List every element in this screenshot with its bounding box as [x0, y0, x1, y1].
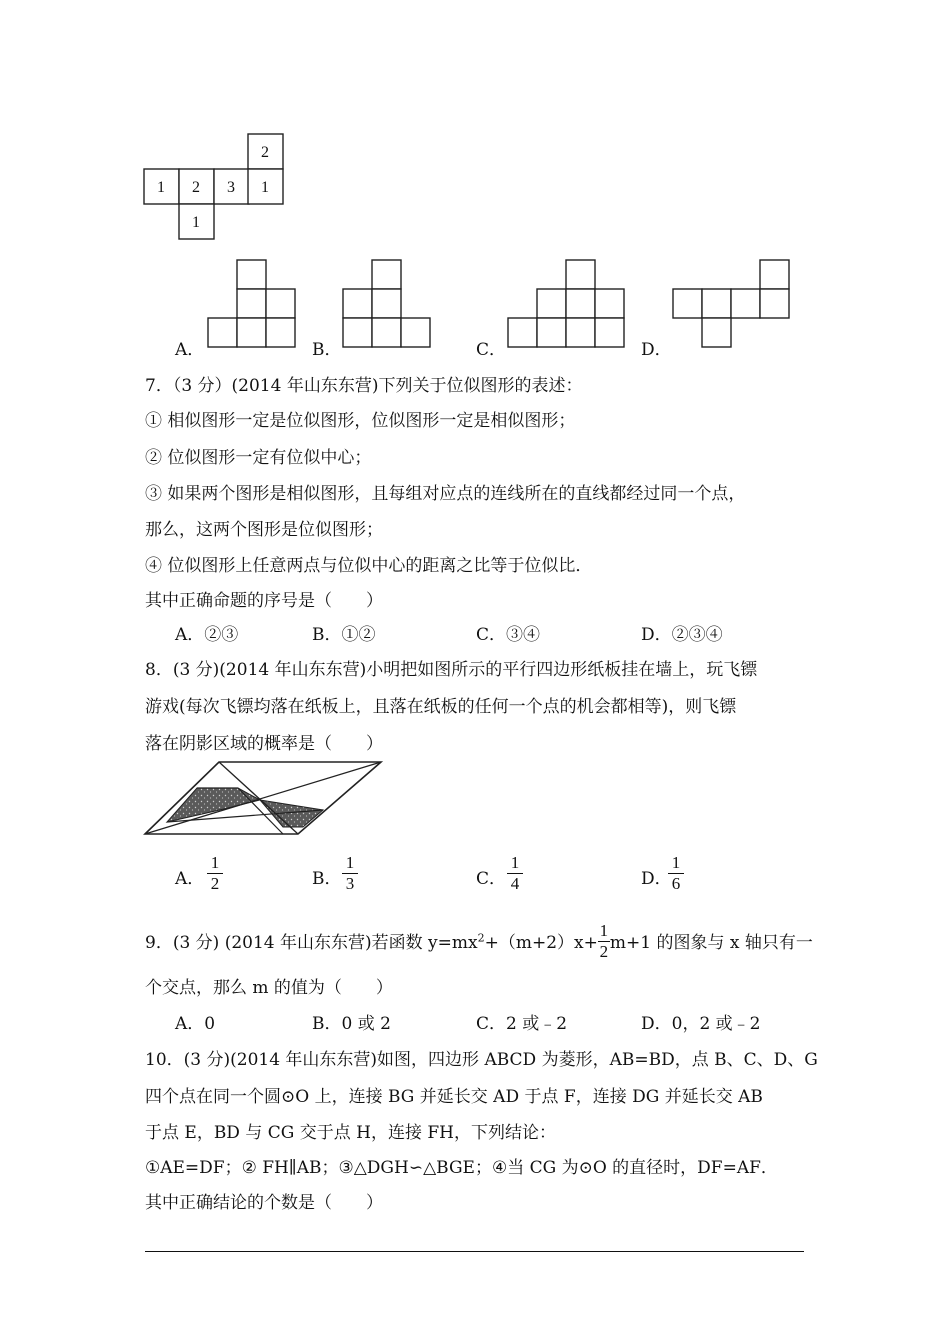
q6-option-b-figure — [340, 258, 435, 350]
q7-ask: 其中正确命题的序号是（ ） — [145, 591, 383, 611]
net-label: 1 — [157, 179, 165, 196]
q10-line-5: 其中正确结论的个数是（ ） — [145, 1193, 383, 1213]
q8-option-d-fraction: $\frac{1}{6}$ — [668, 854, 684, 893]
q9-option-d: D．0，2 或﹣2 — [641, 1014, 761, 1034]
q7-statement-2: ② 位似图形一定有位似中心； — [145, 448, 372, 468]
q6-option-c-figure — [505, 258, 630, 350]
q10-line-3: 于点 E，BD 与 CG 交于点 H，连接 FH，下列结论： — [145, 1123, 556, 1143]
q9-exponent: 2 — [477, 931, 485, 945]
q7-statement-4: ④ 位似图形上任意两点与位似中心的距离之比等于位似比． — [145, 556, 593, 576]
q8-option-d-label: D． — [641, 869, 672, 889]
q6-option-d-label: D． — [641, 340, 672, 360]
net-label: 3 — [227, 179, 235, 196]
q6-option-a-label: A． — [175, 340, 205, 360]
q9-text-pre: 9．(3 分) (2014 年山东东营)若函数 y=mx — [145, 933, 478, 953]
q6-option-a-figure — [205, 258, 300, 350]
q9-line-1 — [145, 921, 813, 963]
q10-line-1: 10．(3 分)(2014 年山东东营)如图，四边形 ABCD 为菱形，AB=BD，点 B、C、D、G — [145, 1050, 818, 1070]
q10-line-4: ①AE=DF；② FH∥AB；③△DGH∽△BGE；④当 CG 为⊙O 的直径时，DF=AF． — [145, 1158, 778, 1178]
q10-line-2: 四个点在同一个圆⊙O 上，连接 BG 并延长交 AD 于点 F，连接 DG 并延长交 AB — [145, 1087, 763, 1107]
footer-rule — [145, 1251, 804, 1252]
q9-text-mid: +（m+2）x+ — [484, 933, 598, 953]
q9-fraction: $\frac{1}{2}$ — [599, 921, 609, 961]
q8-option-c-fraction: $\frac{1}{4}$ — [507, 854, 523, 893]
q6-option-d-figure — [670, 258, 795, 350]
q8-option-b-fraction: $\frac{1}{3}$ — [342, 854, 358, 893]
q9-option-c: C．2 或﹣2 — [476, 1014, 568, 1034]
q8-option-a-fraction: $\frac{1}{2}$ — [207, 854, 223, 893]
net-label: 1 — [192, 214, 200, 231]
q7-option-c: C．③④ — [476, 625, 541, 645]
parallelogram-figure — [140, 758, 390, 842]
q9-option-b: B．0 或 2 — [312, 1014, 391, 1034]
q9-line-2: 个交点，那么 m 的值为（ ） — [145, 978, 393, 998]
net-label: 2 — [261, 144, 269, 161]
shaded-region-left — [167, 788, 260, 822]
q8-option-b-label: B． — [312, 869, 342, 889]
q8-option-c-label: C． — [476, 869, 507, 889]
q8-line-3: 落在阴影区域的概率是（ ） — [145, 734, 383, 754]
q8-line-1: 8．(3 分)(2014 年山东东营)小明把如图所示的平行四边形纸板挂在墙上，玩飞镖 — [145, 660, 758, 680]
net-label: 1 — [261, 179, 269, 196]
q7-option-d: D．②③④ — [641, 625, 723, 645]
q7-option-a: A．②③ — [175, 625, 239, 645]
net-label: 2 — [192, 179, 200, 196]
cube-net-figure — [140, 130, 290, 242]
q8-option-a-label: A． — [175, 869, 205, 889]
q9-option-a: A．0 — [175, 1014, 216, 1034]
q9-text-post: m+1 的图象与 x 轴只有一 — [609, 933, 813, 953]
q7-option-b: B．①② — [312, 625, 376, 645]
q8-line-2: 游戏(每次飞镖均落在纸板上，且落在纸板的任何一个点的机会都相等)，则飞镖 — [145, 697, 737, 717]
q6-option-b-label: B． — [312, 340, 342, 360]
q7-title: 7．（3 分）(2014 年山东东营)下列关于位似图形的表述： — [145, 376, 583, 396]
q6-option-c-label: C． — [476, 340, 507, 360]
shaded-region-right — [260, 800, 323, 827]
q7-statement-3b: 那么，这两个图形是位似图形； — [145, 520, 383, 540]
q7-statement-1: ① 相似图形一定是位似图形，位似图形一定是相似图形； — [145, 411, 576, 431]
q7-statement-3a: ③ 如果两个图形是相似图形，且每组对应点的连线所在的直线都经过同一个点， — [145, 484, 746, 504]
